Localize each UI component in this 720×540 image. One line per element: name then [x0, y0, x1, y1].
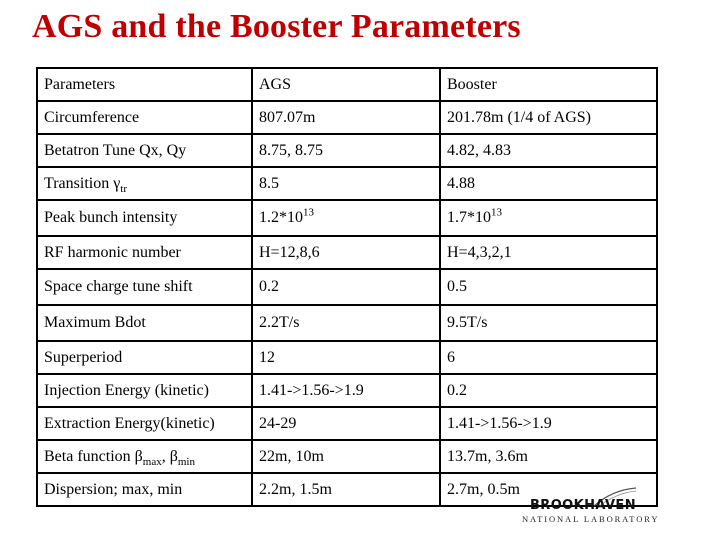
row-label: Peak bunch intensity [37, 200, 252, 236]
table-row [37, 305, 657, 341]
table-row [37, 236, 657, 269]
label-text: , β [161, 447, 178, 465]
row-booster-value: 13.7m, 3.6m [440, 440, 657, 473]
row-ags-value: 0.2 [252, 269, 440, 305]
row-ags-value: 8.75, 8.75 [252, 134, 440, 167]
row-label [37, 167, 252, 200]
label-subscript-max: max [142, 455, 162, 468]
value-base: 1.7*10 [447, 209, 491, 226]
row-ags-value: 8.5 [252, 167, 440, 200]
row-label: Injection Energy (kinetic) [37, 374, 252, 407]
table-row [37, 341, 657, 374]
row-label [37, 440, 252, 473]
header-ags: AGS [252, 68, 440, 101]
row-label: Betatron Tune Qx, Qy [37, 134, 252, 167]
logo-subtitle: NATIONAL LABORATORY [522, 514, 660, 524]
row-label: Dispersion; max, min [37, 473, 252, 506]
row-booster-value [440, 200, 657, 236]
row-ags-value: 22m, 10m [252, 440, 440, 473]
table-row [37, 407, 657, 440]
row-label: RF harmonic number [37, 236, 252, 269]
row-booster-value: 0.2 [440, 374, 657, 407]
row-label: Circumference [37, 101, 252, 134]
row-ags-value: 807.07m [252, 101, 440, 134]
row-ags-value [252, 200, 440, 236]
row-booster-value: 2.7m, 0.5m [440, 473, 657, 506]
row-booster-value: 201.78m (1/4 of AGS) [440, 101, 657, 134]
value-base: 1.2*10 [259, 209, 303, 226]
table-row [37, 167, 657, 200]
table-header-row [37, 68, 657, 101]
page-title: AGS and the Booster Parameters [32, 8, 521, 45]
row-label: Maximum Bdot [37, 305, 252, 341]
row-ags-value: 12 [252, 341, 440, 374]
table-row [37, 374, 657, 407]
table-row [37, 440, 657, 473]
value-exponent: 13 [491, 206, 502, 219]
table-row [37, 101, 657, 134]
parameters-table [36, 67, 658, 507]
label-subscript-min: min [177, 455, 195, 468]
label-text: Transition γ [44, 174, 121, 192]
row-booster-value: 4.82, 4.83 [440, 134, 657, 167]
row-label: Extraction Energy(kinetic) [37, 407, 252, 440]
logo-name: BROOKHAVEN [530, 498, 636, 513]
row-booster-value: 1.41->1.56->1.9 [440, 407, 657, 440]
row-booster-value: 4.88 [440, 167, 657, 200]
row-booster-value: 6 [440, 341, 657, 374]
row-booster-value: H=4,3,2,1 [440, 236, 657, 269]
row-ags-value: H=12,8,6 [252, 236, 440, 269]
header-parameters: Parameters [37, 68, 252, 101]
row-ags-value: 2.2m, 1.5m [252, 473, 440, 506]
row-ags-value: 24-29 [252, 407, 440, 440]
value-exponent: 13 [303, 206, 314, 219]
header-booster: Booster [440, 68, 657, 101]
row-ags-value: 2.2T/s [252, 305, 440, 341]
brookhaven-logo [522, 490, 658, 530]
table-row [37, 269, 657, 305]
label-subscript: tr [120, 182, 128, 195]
row-ags-value: 1.41->1.56->1.9 [252, 374, 440, 407]
table-row [37, 200, 657, 236]
row-label: Space charge tune shift [37, 269, 252, 305]
row-label: Superperiod [37, 341, 252, 374]
row-booster-value: 0.5 [440, 269, 657, 305]
row-booster-value: 9.5T/s [440, 305, 657, 341]
label-text: Beta function β [44, 447, 143, 465]
table-row [37, 134, 657, 167]
